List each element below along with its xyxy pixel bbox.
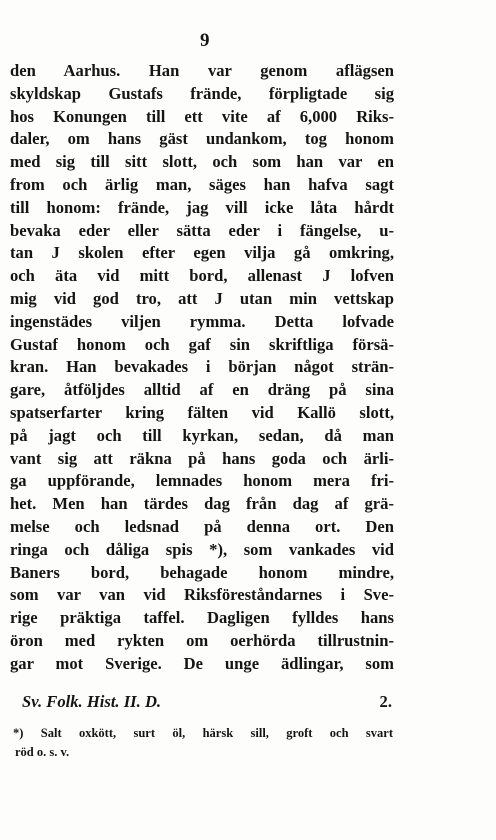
- text-line: den Aarhus. Han var genom aflägsen: [10, 61, 394, 80]
- text-line: till honom: frände, jag vill icke låta hårdt: [10, 197, 394, 217]
- text-line: med sig till sitt slott, och som han var en: [10, 152, 394, 172]
- text-line: gar mot Sverige. De unge ädlingar, som: [10, 653, 394, 673]
- text-line: ingenstädes viljen rymma. Detta lofvade: [10, 311, 394, 331]
- text-line: och äta vid mitt bord, allenast J lofven: [10, 266, 394, 286]
- text-line: Baners bord, behagade honom mindre,: [10, 562, 394, 582]
- page-number: 9: [200, 30, 210, 51]
- text-line: from och ärlig man, säges han hafva sagt: [10, 174, 394, 194]
- signature-line: [22, 692, 394, 716]
- footnote-line: röd o. s. v.: [15, 745, 70, 759]
- text-line: melse och ledsnad på denna ort. Den: [10, 516, 394, 536]
- text-line: skyldskap Gustafs frände, förpligtade sig: [10, 83, 394, 103]
- text-line: kran. Han bevakades i början något strän-: [10, 357, 394, 377]
- text-line: rige präktiga taffel. Dagligen fylldes hans: [10, 608, 394, 628]
- text-line: ga uppförande, lemnades honom mera fri-: [10, 471, 394, 491]
- signature-sheet-number: 2.: [379, 692, 392, 711]
- text-line: som var van vid Riksföreståndarnes i Sve-: [10, 585, 394, 605]
- text-line: ringa och dåliga spis *), som vankades vid: [10, 539, 394, 559]
- text-line: Gustaf honom och gaf sin skriftliga försä-: [10, 334, 394, 354]
- text-line: tan J skolen efter egen vilja gå omkring,: [10, 243, 394, 263]
- text-line: het. Men han tärdes dag från dag af grä-: [10, 494, 394, 514]
- footnote-line: *) Salt oxkött, surt öl, härsk sill, groft och svart: [13, 726, 393, 740]
- text-line: daler, om hans gäst undankom, tog honom: [10, 129, 394, 149]
- text-line: på jagt och till kyrkan, sedan, då man: [10, 425, 394, 445]
- text-line: mig vid god tro, att J utan min vettskap: [10, 288, 394, 308]
- text-line: vant sig att räkna på hans goda och ärli-: [10, 448, 394, 468]
- text-line: hos Konungen till ett vite af 6,000 Riks-: [10, 106, 394, 126]
- text-line: gare, åtföljdes alltid af en dräng på sina: [10, 380, 394, 400]
- text-line: bevaka eder eller sätta eder i fängelse, u-: [10, 220, 394, 240]
- footnote: [13, 724, 393, 762]
- text-line: öron med rykten om oerhörda tillrustnin-: [10, 630, 394, 650]
- body-text: [10, 60, 394, 676]
- text-line: spatserfarter kring fälten vid Kallö slott,: [10, 402, 394, 422]
- signature-title: Sv. Folk. Hist. II. D.: [22, 692, 162, 711]
